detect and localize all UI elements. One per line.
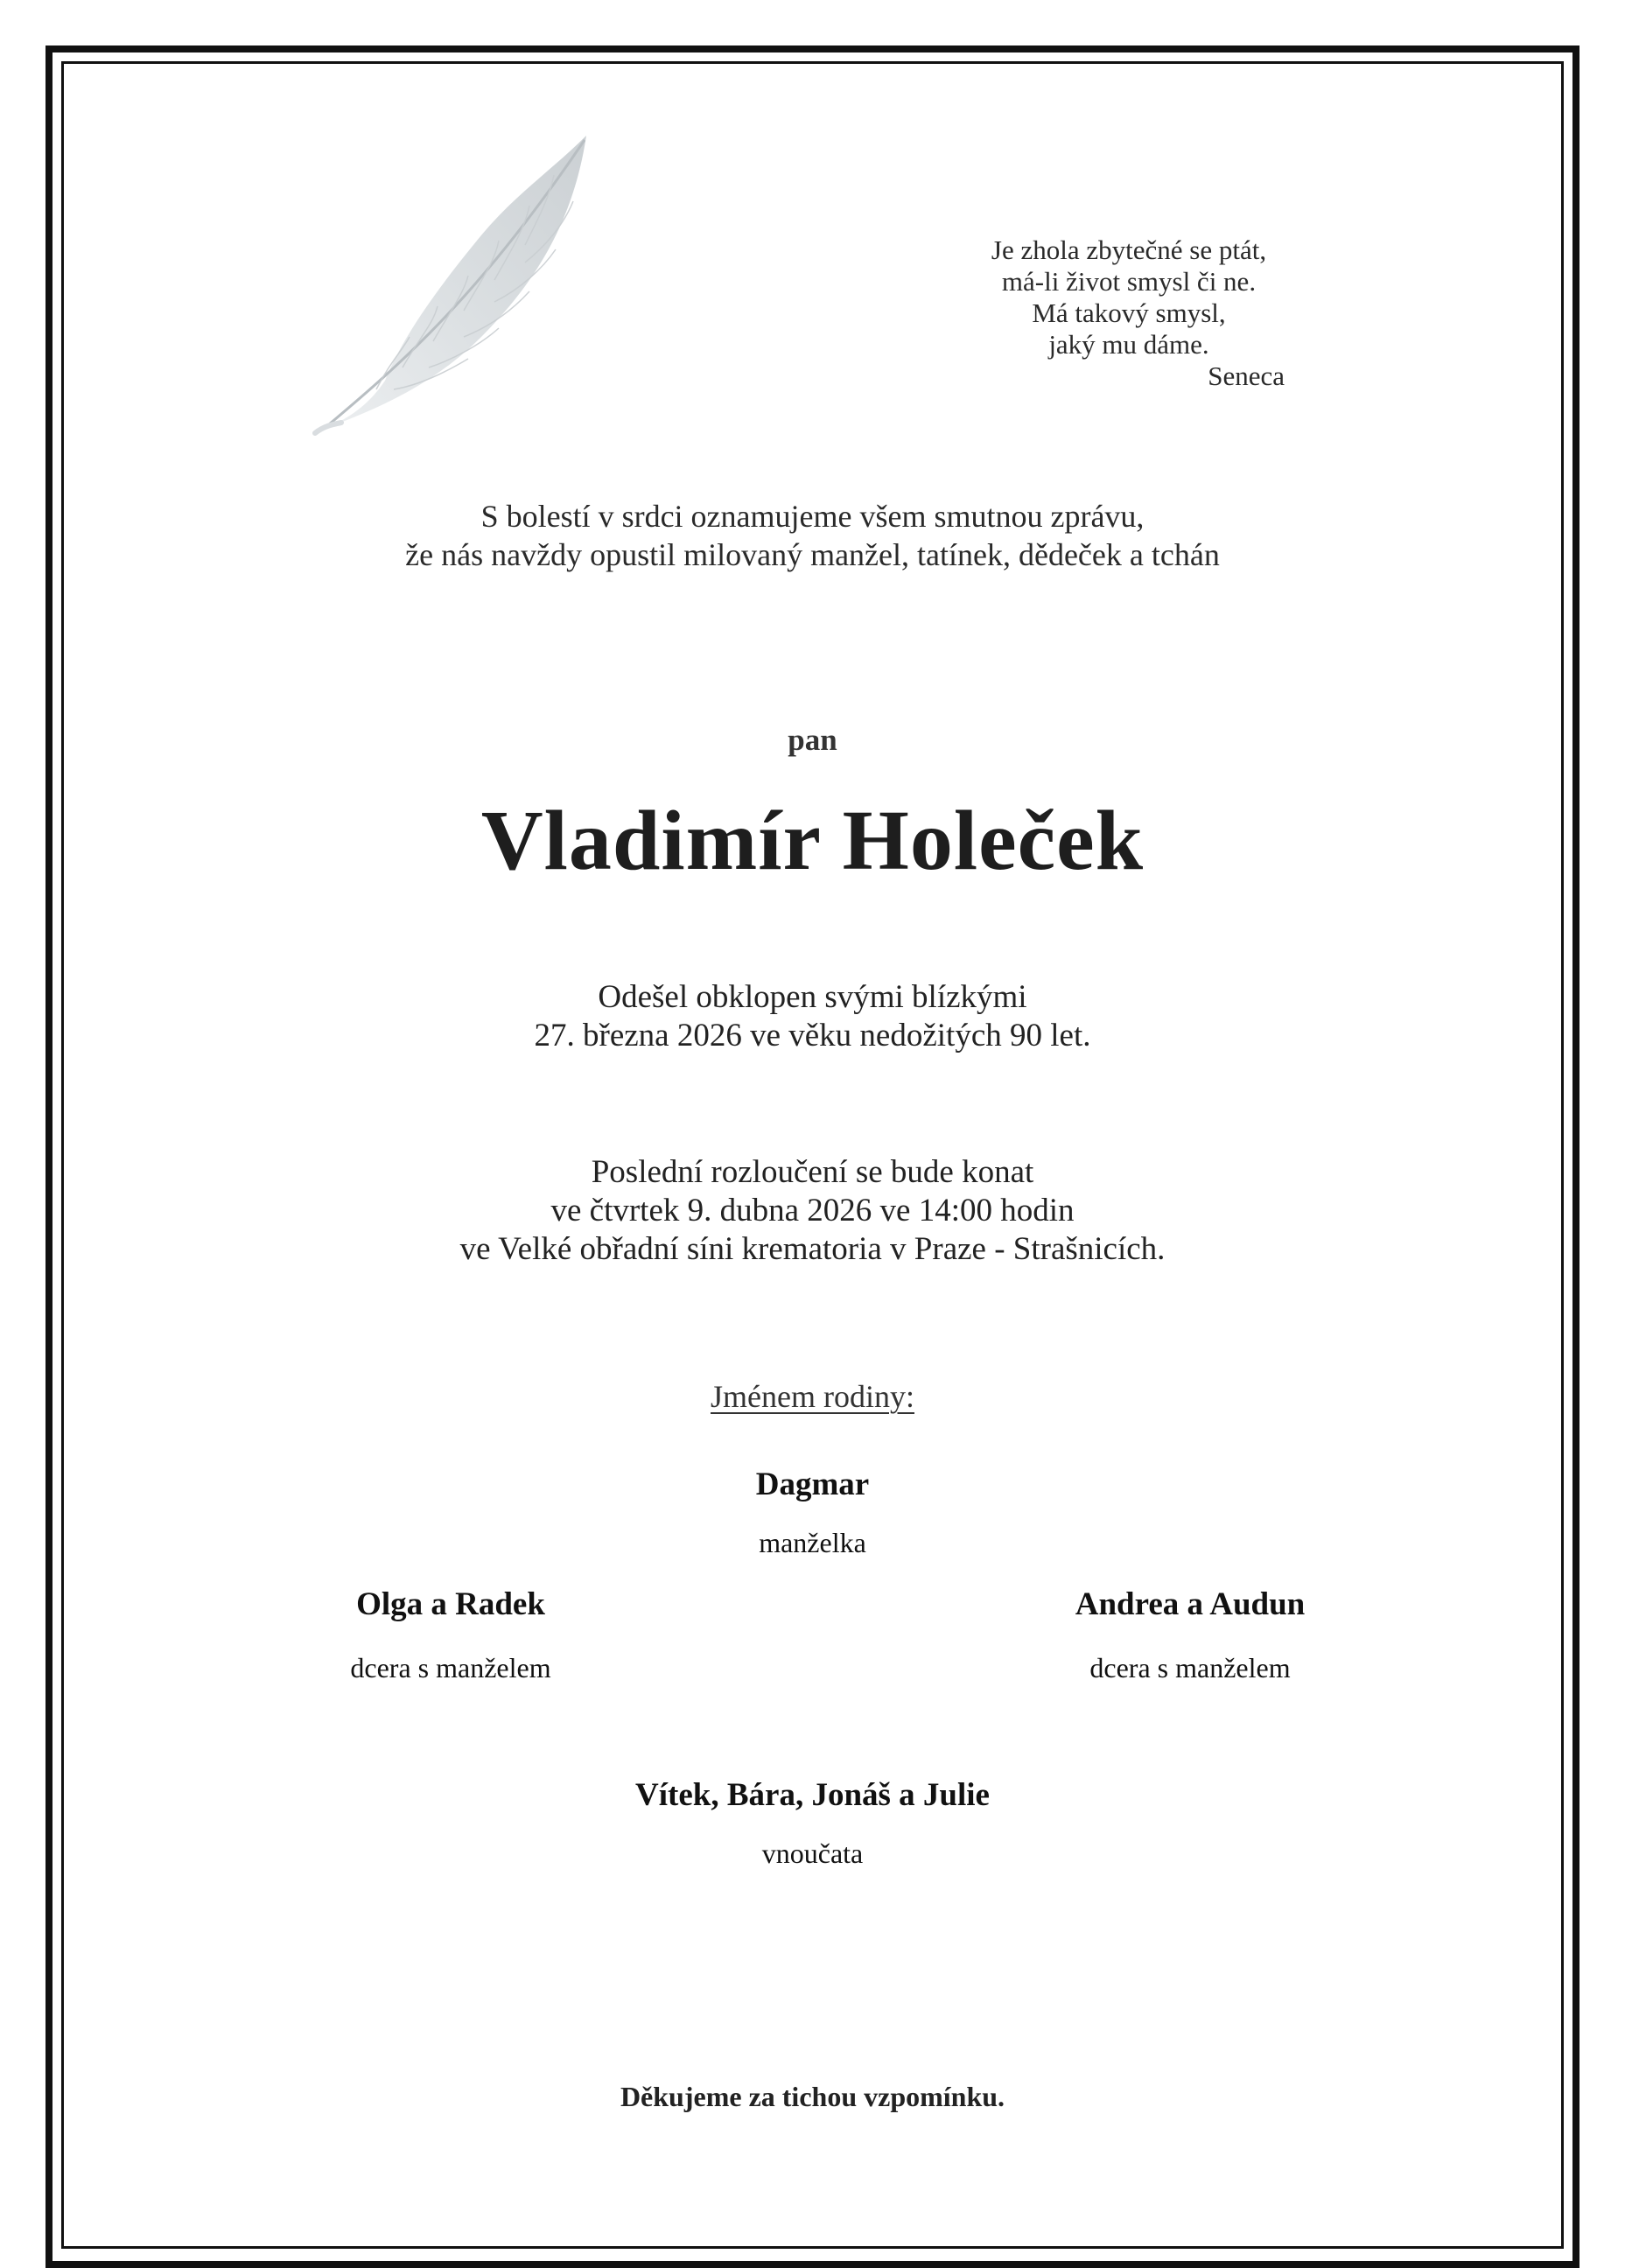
funeral-line: Poslední rozloučení se bude konat [591,1154,1034,1190]
funeral-line: ve Velké obřadní síni krematoria v Praze - Strašnicích. [459,1231,1166,1267]
family-right-name: Andrea a Audun [1075,1586,1306,1622]
grandchildren-names: Vítek, Bára, Jonáš a Julie [635,1777,990,1813]
family-heading-text: Jménem rodiny: [711,1379,914,1414]
family-left-column [188,1586,713,1690]
closing-thanks: Děkujeme za tichou vzpomínku. [620,2081,1005,2112]
funeral-details [61,1153,1564,1269]
quote-line: má-li život smysl či ne. [1001,266,1257,297]
quote-line: Má takový smysl, [1032,298,1226,328]
passing-details [61,978,1564,1055]
quote-line: jaký mu dáme. [1048,329,1209,360]
honorific: pan [788,723,837,757]
deceased-name: Vladimír Holeček [480,794,1145,888]
quote-line: Je zhola zbytečné se ptát, [991,234,1267,265]
quote-block [963,234,1295,392]
family-left-name: Olga a Radek [356,1586,545,1622]
grandchildren-role: vnoučata [761,1838,864,1869]
passing-line: Odešel obklopen svými blízkými [598,979,1027,1015]
spouse-name: Dagmar [755,1466,870,1502]
family-right-role: dcera s manželem [1089,1652,1291,1684]
spouse-role: manželka [759,1527,866,1558]
family-left-role: dcera s manželem [350,1652,551,1684]
intro-line: že nás navždy opustil milovaný manžel, tatínek, dědeček a tchán [405,537,1220,572]
passing-line: 27. března 2026 ve věku nedožitých 90 let. [534,1018,1091,1054]
quote-author: Seneca [1208,360,1285,391]
feather-icon [306,118,639,459]
intro-line: S bolestí v srdci oznamujeme všem smutnou zprávu, [480,499,1145,534]
family-heading [61,1378,1564,1415]
announcement-intro [61,497,1564,574]
funeral-line: ve čtvrtek 9. dubna 2026 ve 14:00 hodin [550,1193,1075,1228]
family-right-column [928,1586,1453,1690]
